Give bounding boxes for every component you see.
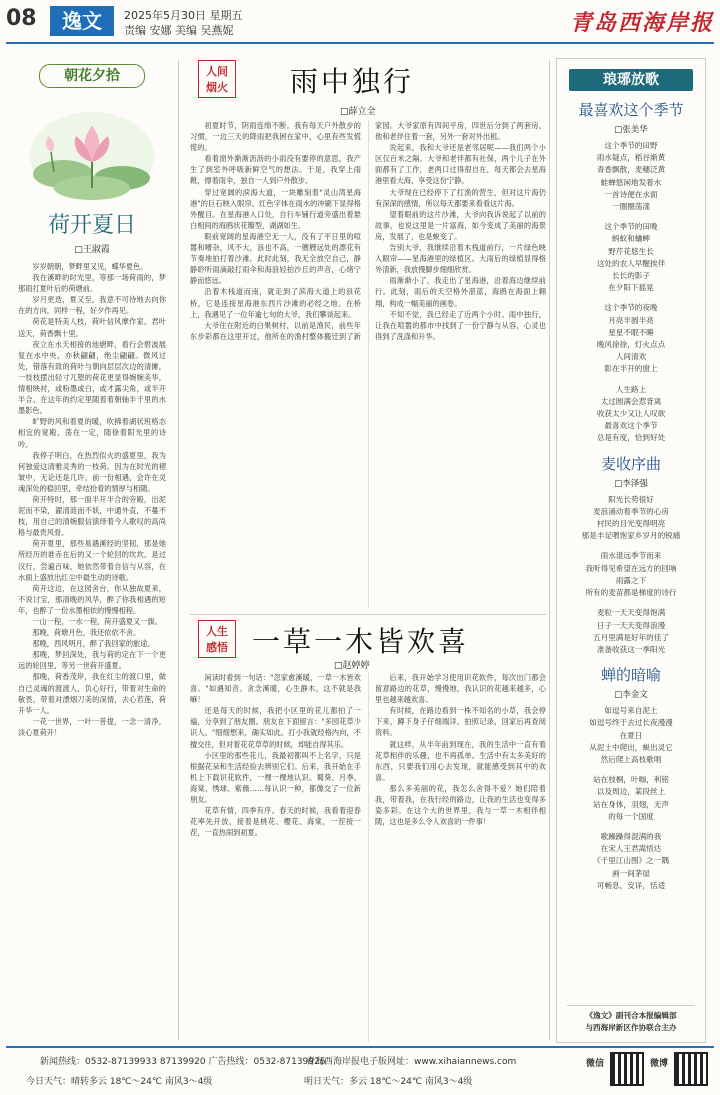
header-meta: [124, 8, 243, 38]
paragraph: 夜立在水天相接的池塘畔，看行会碧波展复在水中央，亦秋翩翩，绝尘翩翩。微风过处，错落有致的荷叶与朝向层层次边的清摊，一枝枝摆出轻寸兀堕的荷花更显得婉婉美华，情相映衬，或粉墨或白，或才露尖角，或半开半合，在这年的约定里随着着朝轴半千里的水墨影色。: [18, 339, 166, 416]
poem-line: 我听得见希望在远方的回响: [585, 563, 677, 573]
poem-line: 以及周边，某段丝上: [596, 787, 666, 797]
weather-today: 今日天气：晴转多云 18℃～24℃ 南风3～4级: [26, 1077, 213, 1087]
paragraph: 那么多美丽的花，我怎么舍得不爱？她们陪着我，带着我，在我行经的路边，让我的生活也变得多姿多彩。在这个大的世界里，我与一草一木相伴相随，这也是多么令人欢喜的一件事！: [375, 783, 546, 827]
poem-line: 然后爬上高枝歌唱: [600, 754, 662, 764]
poem-line: 月亮半圆半亮: [608, 315, 654, 325]
poem-title: 最喜欢这个季节: [578, 101, 684, 119]
paragraph: 就这样，从半年前到现在，我的生活中一直有着花草相伴的乐趣，也不再孤单。生活中有太多美好的东西，只要我们用心去发现，就能感受到其中的欢喜。: [375, 739, 546, 782]
paragraph: 岁月更迭，夏又至，我意不可待地去向你在的方向，同样一程，好夕作再见。: [18, 295, 166, 316]
poem-line: 那是丰足喂饱家乡岁月的锐痛: [581, 531, 681, 541]
paragraph: 那晚，荷香茂岸，我在红尘的渡口里，做自已灵魂的渡渡人，负心好行，带着对生命的敬畏，带着对漂烟刀美的深情，去心若莲，荷开华一人。: [18, 672, 166, 715]
poem-line: 一首诗便在水面: [604, 189, 658, 199]
poem-line: 站在身体，羽翅，无声: [593, 799, 669, 809]
paragraph: 有时候，在路边看到一株不知名的小草，我会停下来，蹲下身子仔细端详，拍照记录，回家后再查阅资料。: [375, 706, 546, 738]
weibo-qr-code[interactable]: [674, 1052, 708, 1086]
poem-line: 雨水退远季节而来: [600, 551, 662, 561]
poem-line: 太过圆满会惹背离: [600, 396, 662, 406]
paragraph: 岁岁朝朝，梦畔里又见，蝶华夏色。: [32, 262, 148, 271]
article2-tag-text: 人生感悟: [206, 625, 228, 654]
paragraph: 荷花是特美人枝，荷叶信风摩作家。君叶送天，荷香飘十里。: [18, 317, 166, 338]
poem-line: 在夏日: [619, 730, 643, 740]
paragraph: 望着眼前的这片沙滩，大爷向我诉说起了以前的故事，也说这里是一片富海，如今变成了美丽的海景房，发展了，也是蜕变了。: [375, 209, 546, 241]
poem-title: 麦收序曲: [600, 454, 661, 473]
article2-tag: [198, 620, 236, 658]
poem-line: 准备收获这一季阳光: [596, 644, 666, 654]
newspaper-brand: 青岛西海岸报: [569, 10, 714, 36]
poem-line: 影在半开的窗上: [604, 364, 658, 374]
poem-title: 蝉的暗喻: [600, 666, 661, 685]
poem-line: 如逗号终于去过长夜漫漫: [589, 718, 673, 728]
poem-line: 可畅息，安详，恬适: [596, 880, 666, 890]
poem-line: 雨露之下: [615, 575, 647, 585]
poem-stanza: [557, 705, 705, 766]
article1-body: [190, 120, 546, 608]
paragraph: 告别大爷，我继续沿着木栈道前行，一片绿色映入眼帘——星海港里的绿植区。大雨后的绿植显得格外清新，我放慢脚步细细欣赏。: [375, 243, 546, 275]
page-header: [6, 4, 714, 44]
poem-line: 所有的麦苗都是梯度的诗行: [585, 588, 677, 598]
paragraph: 旷野的风和着夏的暖，吹拂着湖状班格态相宜的宽殿，荡在一定，随徐着阳光里的诗吟。: [18, 417, 166, 449]
poem-author: □张美华: [614, 125, 648, 135]
poem-line: 星星不眠不睡: [608, 327, 654, 337]
poem-line: 雨水疑点，稻谷渐黄: [596, 153, 666, 163]
wechat-label: 微信: [586, 1059, 605, 1069]
poem-line: 总是有度，恰到好处: [596, 433, 666, 443]
paragraph: 闲读时看到一句话："忽家愈溪暖，一草一木皆欢喜。"如遇知音。贪念溪暖，心生静木，这不就是我嘛！: [190, 673, 361, 705]
poem-line: 从泥土中爬出，蜕出灵它: [589, 742, 673, 752]
article2-title: 一草一木皆欢喜: [252, 625, 470, 658]
hotline-info: 新闻热线：0532-87139933 87139920 广告热线：0532-87139926: [40, 1057, 326, 1067]
poem-line: 麦浪涌动着季节的心房: [593, 506, 669, 516]
paragraph: 荷开夏里，那些易遇溪经的坚韧，那是她所经历的谁赤在后的又一个轮回的坎坎。是过汉行，尝遍百味，她依然带着自信与从容，在水面上盛放出红尘中最生动的诗歌。: [18, 539, 166, 582]
poem-stanza: [557, 384, 705, 445]
poem-line: 蛙蝉悠闲地发着水: [600, 177, 662, 187]
poem-line: 人间清欢: [615, 352, 647, 362]
poem-line: 村民的目光变得明亮: [596, 519, 666, 529]
poem-stanza: [557, 302, 705, 375]
page-footer: [6, 1046, 714, 1092]
poem-line: 人生路上: [615, 384, 647, 394]
poem-line: 麦粒一天天变得饱满: [596, 608, 666, 618]
poem-stanza: [557, 607, 705, 656]
poem-line: 画一间茅屋: [612, 868, 650, 878]
paragraph: 穿过宽阔的滨海大道，一块雕刻着"灵山湾星海港"的巨石映入眼帘，红色字体在雨水的冲刷下显得格外醒目。在星海港入口处，自行车铺行道旁盛出着悬白相间的海鸥状花瓣型，湖湖如生。: [190, 187, 361, 230]
left-article-author: □王淑霞: [74, 245, 110, 255]
poem-line: 野芹花悠生长: [608, 246, 654, 256]
poem-stanza: [557, 774, 705, 823]
poem-stanza: [557, 140, 705, 213]
left-article-title: 荷开夏日: [47, 213, 136, 238]
right-column: [556, 58, 706, 1043]
paragraph: 还是每天的时候，我把小区里的花儿都拍了一遍，分享到了朋友圈。朋友在下面留言："多园花草少识人。"细细想来，确实如此。打小我就经格内向，不擅交往，但对着花花草草的时候，却能自得其乐。: [190, 706, 361, 749]
poem-line: 这个季节的田晚: [604, 222, 658, 232]
left-article-body: [18, 261, 166, 1031]
paragraph: 雨渐渐小了，我走出了星海港，沿着海边继续前行。此刻，雨后的天空格外湛蓝，海鸥在海面上翱翔，构成一幅美丽的画卷。: [375, 276, 546, 308]
poem-stanza: [557, 494, 705, 543]
poem-line: 歌躁躁得混满的我: [600, 831, 662, 841]
paragraph: 荷开这边，在这园舍台，你从独故夏来，不说讨宝，那清晚的风华，醉了你我相遇的短年，也醉了一份水墨相依的慢慢相程。: [18, 583, 166, 615]
paragraph: 后来，我开始学习使用识花软件，每次出门都会留意路边的花草，慢慢地，我认识的花越来越多，心里也越来越欢喜。: [375, 673, 546, 705]
paragraph: 荷开特时，那一面半开半合的旁殿，出泥泥而不染，濯清涟而不妖，中通外直，不蔓不枝，用自己的清婉服信演绎着今人歌叹的高尚格与最贵风骨。: [18, 494, 166, 538]
weather-tomorrow: 明日天气：多云 18℃～24℃ 南风3～4级: [304, 1077, 473, 1087]
left-column: [18, 58, 166, 1043]
article1-tag: [198, 60, 236, 98]
paragraph: 初夏时节，阴雨连绵不断。我有每天户外散步的习惯，一边三天的降雨把我困在家中，心里有些发慌慌的。: [190, 121, 361, 153]
poem-line: 晚风徐徐，灯火点点: [596, 340, 666, 350]
poem-line: 长长的影子: [612, 271, 650, 281]
poem-body: [557, 494, 705, 656]
section-label: 逸文: [50, 6, 114, 36]
poem-line: 这个季节的田野: [604, 141, 658, 150]
article-separator: [190, 614, 546, 615]
poem-body: [557, 705, 705, 892]
poems-container: [557, 99, 705, 892]
paragraph: 我在溪畔的时光里，等那一场荷雨的，梦那雨打夏叶后的荷塘前。: [18, 273, 166, 294]
article1-tag-text: 人间烟火: [206, 65, 228, 94]
paragraph: 说起来，我和大爷还是老邻居呢——我们两个小区仅百米之隔。大爷和老伴都有社保，两个儿子在外面都有了工作，老两口过得很自在，每天都会去星海港里看大海，享受这份宁静。: [375, 143, 546, 186]
article2-body: [190, 672, 546, 1042]
poem-line: 这个季节的夜晚: [604, 303, 658, 313]
column-footer-note: 《逸文》副刊合本报编辑部 与西海岸新区作协联合主办: [567, 1005, 695, 1034]
column-divider: [178, 60, 179, 1040]
article1-author: □薛立全: [340, 107, 376, 117]
poem-line: 在夕阳下摇晃: [608, 283, 654, 293]
right-column-tag: 琅琊放歌: [569, 69, 693, 91]
page-number: 08: [6, 6, 37, 31]
paragraph: 那晚，荷塘月色，我还依依不舍。: [32, 628, 141, 638]
poem-author: □李泽强: [614, 478, 648, 489]
paragraph: 那晚，梦回深处，我与荷的定在下一个更远的轮回里，等另一世荷开盛夏。: [18, 650, 166, 671]
column-divider: [549, 60, 550, 1040]
paragraph: 不知不觉，我已经走了近两个小时。雨中独行，让我在喧嚣的都市中找到了一份宁静与从容，心灵也得到了洗涤和升华。: [375, 309, 546, 341]
paragraph: 沿着木栈道而南，就走到了滨海大道上的浪花桥，它是连接星海港东西片沙滩的必经之地。在桥上，我遇见了一位年逾七旬的大爷，我们攀谈起来。: [190, 287, 361, 319]
issue-date: 2025年5月30日 星期五: [124, 9, 243, 22]
article2-author: □赵婷婷: [334, 661, 370, 671]
paragraph: 眼前宽阔的星海港空无一人，没有了平日里的喧嚣和嘈杂，风不大，浪也不高，一艘艘远处的漂花有节奏地拍打着沙滩。此时此刻，我无全放空自己，静静聆听雨滴敲打雨伞和海浪轻拍沙丘的声音，心绪宁静而悠远。: [190, 231, 361, 286]
poem-line: 这处的农人早醒挨伴: [596, 258, 666, 268]
poem-stanza: [557, 831, 705, 892]
poem-line: 阳光长势很好: [608, 494, 654, 504]
poem-line: 如逗号来自泥土: [604, 706, 658, 716]
poem-body: [557, 140, 705, 445]
paragraph: 大爷现在已经停下了打渔的营生，但对这片海仍有深深的感情，所以每天都要来看看这片海。: [375, 187, 546, 208]
editors: 责编 安娜 美编 吴燕妮: [124, 24, 234, 37]
poem-line: 一圈圈荡漾: [612, 202, 650, 212]
poem-line: 五月里满是好年的佳了: [593, 632, 669, 642]
poem-line: 青香飘散，麦穗泛黄: [596, 165, 666, 175]
paragraph: 看着窗外渐渐沥沥的小雨没有要停的意思，我产生了到室外呼吸新鲜空气的想法。于是，我穿上雨靴，撑着雨伞，独自一人到户外散步。: [190, 154, 361, 186]
lotus-illustration: [18, 96, 166, 206]
poem-stanza: [557, 221, 705, 294]
article1-title: 雨中独行: [290, 65, 415, 98]
poem-line: 的每一个国度: [608, 811, 654, 821]
paragraph: 小区里的那些花儿，我最初都叫不上名字，只是根据花朵和生活经验去辨别它们。后来，我开始在手机上下载识花软件，一棵一棵地认识。蜀葵、月季、海棠、绣球、紫薇……每认识一种，都像交了一位新朋友。: [190, 750, 361, 805]
website-info: 青岛西海岸报电子版网址：www.xihaiannews.com: [306, 1057, 517, 1067]
paragraph: 那晚，西风明月，醉了我回家的旅途。: [32, 639, 155, 649]
paragraph: 一花一世界，一叶一菩提，一念一清净，淡心夏荷开！: [18, 716, 166, 737]
paragraph: 花草有情，四季有序。春天的时候，我看着迎春花率先开放，接着是桃花、樱花、海棠，一茬接一茬，一直热闹到初夏。: [190, 806, 361, 838]
weibo-label: 微博: [650, 1059, 669, 1069]
paragraph: 我停子明白，在热烈似火的盛夏里，我为何独爱这清雅灵秀的一枝荷。因为在时光的褶皱中，无论还是几许，前一份相遇，会许在灵魂深处的稳回里，牵结拾看的情厚与相随。: [18, 450, 166, 493]
column-tag: 朝花夕拾: [39, 64, 145, 88]
poem-line: 收获太少又让人叹欲: [596, 409, 666, 419]
poem-line: 日子一天天变得浪漫: [596, 620, 666, 630]
poem-stanza: [557, 550, 705, 599]
paragraph: 一山一程，一水一程，荷开盛夏又一旗。: [32, 617, 162, 626]
poem-author: □李金文: [614, 690, 648, 701]
poem-line: 蚂蚁和蛐蟀: [612, 234, 650, 244]
poem-line: 在宋人王君嵩悟达: [600, 844, 662, 854]
poem-line: 最喜欢这个季节: [604, 421, 658, 431]
poem-line: 《千里江山图》之一隅: [593, 856, 669, 866]
paragraph: 大爷住在附近的白果树村，以前是渔民，前些年东步彩都在这里开过，他所在的渔村整体搬迁到了新家园。大爷家原有四间平房，四世后分到了两套房，他和老伴住着一套，另外一套对外出租。: [190, 121, 546, 341]
wechat-qr-code[interactable]: [610, 1052, 644, 1086]
poem-line: 站在枝桐，叶咖，利铭: [593, 775, 669, 785]
